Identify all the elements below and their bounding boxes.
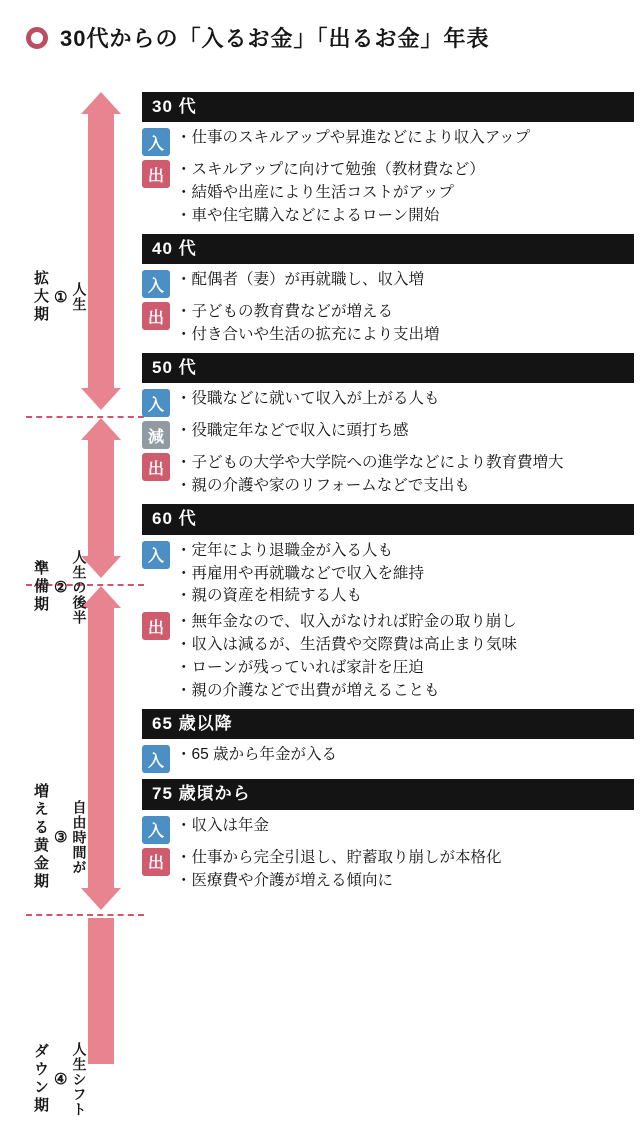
block-65plus [142,709,634,773]
phase-4 [28,1014,128,1144]
line: ・親の介護などで出費が増えることも [176,682,440,700]
line: ・役職などに就いて収入が上がる人も [176,390,440,408]
tag-out-icon: 出 [142,302,170,330]
row-out [142,301,634,347]
line: ・スキルアップに向けて勉強（教材費など） [176,161,485,179]
line: ・医療費や介護が増える傾向に [176,871,394,889]
bullet-icon [26,27,48,49]
row-out [142,847,634,893]
line: ・役職定年などで収入に頭打ち感 [176,422,409,440]
line: ・再雇用や再就職などで収入を維持 [176,564,425,582]
phase-1-number: ① [51,287,69,307]
row-in [142,540,634,609]
line: ・親の資産を相続する人も [176,587,363,605]
row-text [170,452,564,498]
line: ・ローンが残っていれば家計を圧迫 [176,659,424,677]
line: ・仕事のスキルアップや昇進などにより収入アップ [176,129,531,147]
phase-3-number: ③ [51,827,69,847]
line: ・定年により退職金が入る人も [176,541,394,559]
row-in [142,744,634,773]
block-75plus [142,779,634,892]
tag-in-icon: 入 [142,389,170,417]
row-text [170,388,440,411]
phase-1 [28,202,128,392]
line: ・収入は減るが、生活費や交際費は高止まり気味 [176,636,518,654]
tag-in-icon: 入 [142,541,170,569]
row-text [170,301,440,347]
row-out [142,611,634,703]
line: ・無年金なので、収入がなければ貯金の取り崩し [176,613,517,631]
phase-2-number: ② [51,577,69,597]
row-text [170,127,530,150]
tag-in-icon: 入 [142,128,170,156]
block-40s-header: 40 代 [142,234,634,264]
block-50s-header: 50 代 [142,353,634,383]
phase-4-name: ダウン期 [32,1043,49,1115]
tag-out-icon: 出 [142,160,170,188]
phase-4-desc: 人生シフト [71,1041,88,1117]
row-in [142,269,634,298]
title-text: 30代からの「入るお金」「出るお金」年表 [60,26,490,51]
row-text [170,540,424,609]
timeline-blocks [142,92,634,899]
row-out [142,159,634,228]
phase-3-desc: 自由時間が [71,799,88,875]
block-30s [142,92,634,228]
line: ・65 歳から年金が入る [176,746,338,764]
block-30s-rows [142,122,634,228]
row-text [170,159,485,228]
block-40s-rows [142,264,634,347]
tag-in-icon: 入 [142,816,170,844]
row-in [142,815,634,844]
phase-3 [28,692,128,982]
block-60s [142,504,634,703]
block-60s-rows [142,535,634,704]
block-75plus-header: 75 歳頃から [142,779,634,809]
phase-4-number: ④ [51,1069,69,1089]
block-65plus-rows [142,739,634,773]
line: ・付き合いや生活の拡充により支出増 [176,326,440,344]
block-75plus-rows [142,810,634,893]
line: ・仕事から完全引退し、貯蓄取り崩しが本格化 [176,848,502,866]
tag-in-icon: 入 [142,745,170,773]
phase-1-desc: 人生 [71,282,88,312]
tag-out-icon: 出 [142,848,170,876]
block-50s [142,353,634,498]
tag-out-icon: 出 [142,453,170,481]
tag-in-icon: 入 [142,270,170,298]
block-50s-rows [142,383,634,498]
page-title [26,22,489,53]
row-text [170,744,337,767]
line: ・収入は年金 [176,816,270,834]
row-text [170,847,502,893]
block-60s-header: 60 代 [142,504,634,534]
row-text [170,420,409,443]
row-in [142,127,634,156]
block-65plus-header: 65 歳以降 [142,709,634,739]
line: ・車や住宅購入などによるローン開始 [176,207,440,225]
row-text [170,611,517,703]
phase-labels [28,92,128,1117]
phase-3-name: 増える黄金期 [32,783,49,891]
phase-2-desc: 人生の後半 [71,549,88,625]
tag-out-icon: 出 [142,612,170,640]
row-text [170,269,424,292]
row-in [142,388,634,417]
row-text [170,815,269,838]
block-40s [142,234,634,347]
line: ・結婚や出産により生活コストがアップ [176,184,454,202]
phase-2-name: 準備期 [32,560,49,614]
tag-decrease-icon: 減 [142,421,170,449]
phase-1-name: 拡大期 [32,270,49,324]
row-down [142,420,634,449]
phase-2 [28,512,128,662]
row-out [142,452,634,498]
block-30s-header: 30 代 [142,92,634,122]
line: ・配偶者（妻）が再就職し、収入増 [176,271,425,289]
line: ・親の介護や家のリフォームなどで支出も [176,477,470,495]
line: ・子どもの大学や大学院への進学などにより教育費増大 [176,454,564,472]
line: ・子どもの教育費などが増える [176,303,394,321]
